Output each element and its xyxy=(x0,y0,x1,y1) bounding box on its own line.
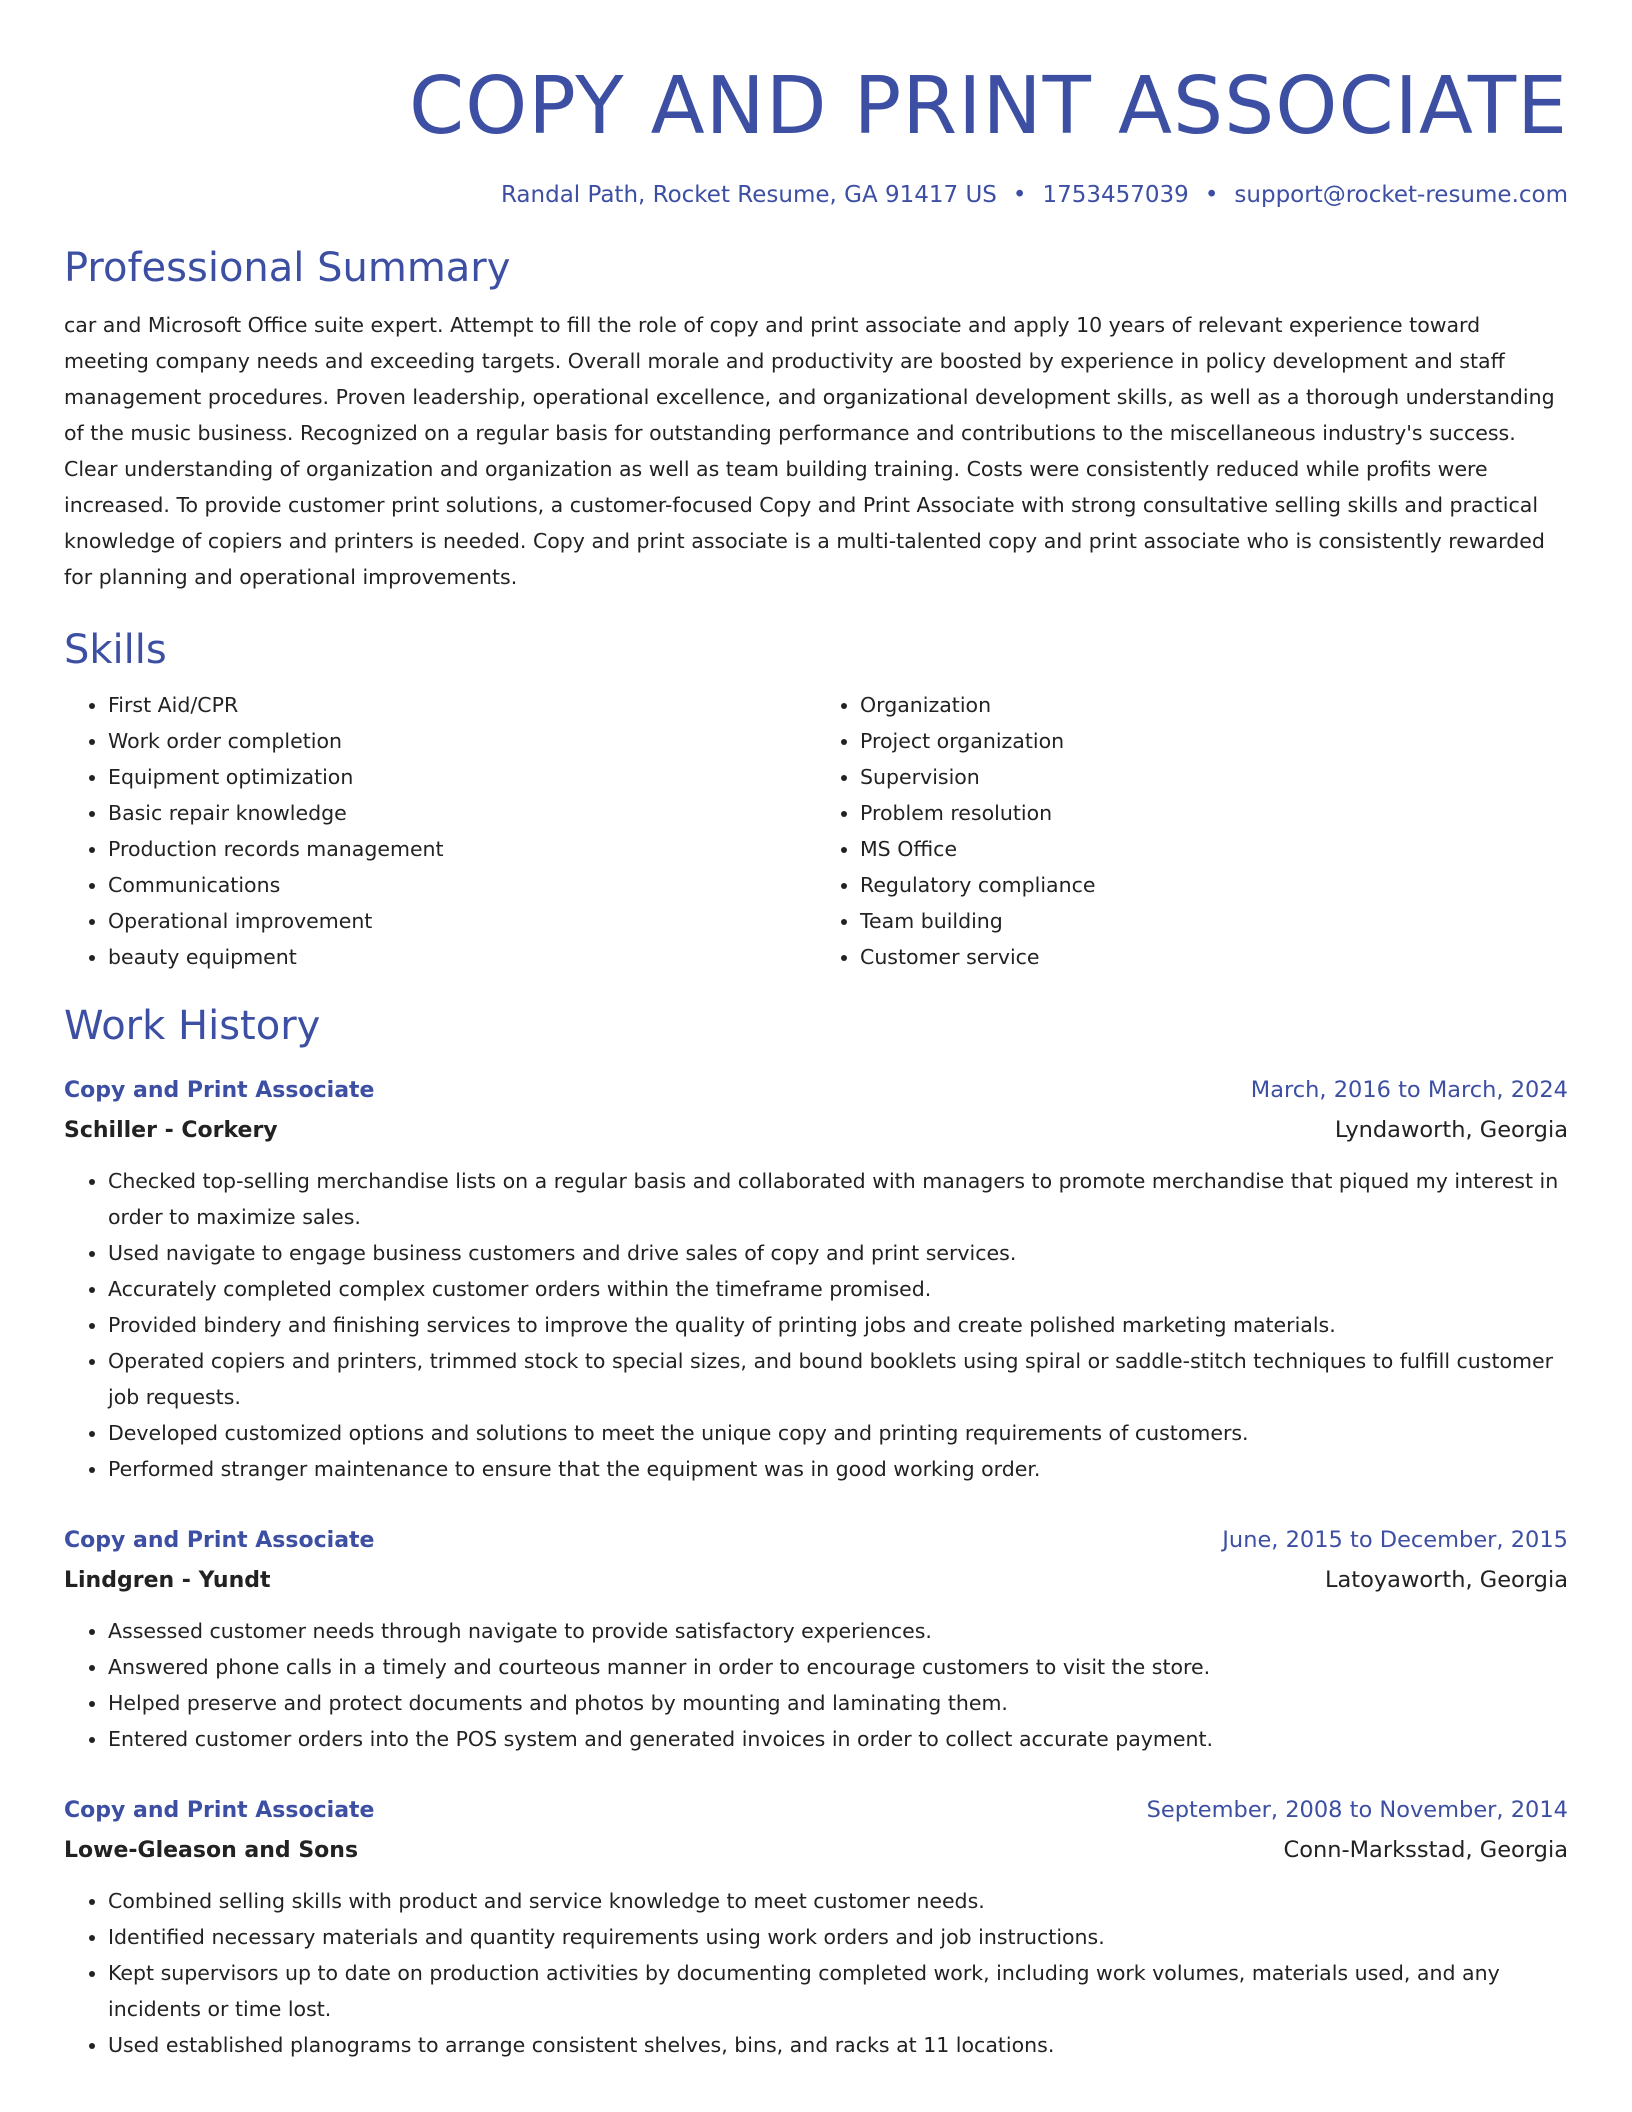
job-bullet: • Used navigate to engage business customers and drive sales of copy and print services. xyxy=(108,1235,1568,1271)
skill-item: • Team building xyxy=(860,903,1568,939)
job-bullet: • Combined selling skills with product and service knowledge to meet customer needs. xyxy=(108,1883,1568,1919)
job-title: Copy and Print Associate xyxy=(64,1078,375,1103)
job-location: Conn-Marksstad, Georgia xyxy=(1283,1837,1568,1863)
skill-item: • Project organization xyxy=(860,723,1568,759)
skills-list-left xyxy=(64,687,816,975)
job-bullet: • Checked top-selling merchandise lists on a regular basis and collaborated with managers to promote merchandise that piqued my interest in order to maximize sales. xyxy=(108,1163,1568,1235)
skills-heading: Skills xyxy=(64,627,167,673)
job-bullet: • Used established planograms to arrange consistent shelves, bins, and racks at 11 locations. xyxy=(108,2027,1568,2063)
skill-item: • Customer service xyxy=(860,939,1568,975)
job-dates: June, 2015 to December, 2015 xyxy=(1222,1527,1568,1553)
skill-item: • First Aid/CPR xyxy=(108,687,816,723)
job-entry xyxy=(64,1071,1568,1487)
work-history-heading: Work History xyxy=(64,1003,321,1049)
resume-header xyxy=(64,58,1568,211)
job-bullet: • Kept supervisors up to date on production activities by documenting completed work, including work volumes, materials used, and any incidents or time lost. xyxy=(108,1955,1568,2027)
skills-list-right xyxy=(816,687,1568,975)
skill-item: • Work order completion xyxy=(108,723,816,759)
job-dates: March, 2016 to March, 2024 xyxy=(1250,1077,1568,1103)
summary-heading: Professional Summary xyxy=(64,245,511,291)
skill-item: • MS Office xyxy=(860,831,1568,867)
job-bullet: • Answered phone calls in a timely and courteous manner in order to encourage customers to visit the store. xyxy=(108,1649,1568,1685)
skills-section xyxy=(64,625,1568,975)
job-title: Copy and Print Associate xyxy=(64,1528,375,1553)
skill-item: • Operational improvement xyxy=(108,903,816,939)
job-bullet: • Performed stranger maintenance to ensure that the equipment was in good working order. xyxy=(108,1451,1568,1487)
job-title: Copy and Print Associate xyxy=(64,1798,375,1823)
job-bullet: • Helped preserve and protect documents and photos by mounting and laminating them. xyxy=(108,1685,1568,1721)
candidate-name: COPY AND PRINT ASSOCIATE xyxy=(408,60,1568,152)
summary-text: car and Microsoft Office suite expert. Attempt to fill the role of copy and print associate and apply 10 years of relevant experience toward meeting company needs and exceeding targets. Overall morale and productivity are boosted by experience in policy development and staff management procedures. Proven leadership, operational excellence, and organizational development skills, as well as a thorough understanding of the music business. Recognized on a regular basis for outstanding performance and contributions to the miscellaneous industry's success. Clear understanding of organization and organization as well as team building training. Costs were consistently reduced while profits were increased. To provide customer print solutions, a customer-focused Copy and Print Associate with strong consultative selling skills and practical knowledge of copiers and printers is needed. Copy and print associate is a multi-talented copy and print associate who is consistently rewarded for planning and operational improvements. xyxy=(64,313,1555,589)
job-entry xyxy=(64,1791,1568,2063)
skill-item: • Organization xyxy=(860,687,1568,723)
job-dates: September, 2008 to November, 2014 xyxy=(1146,1797,1568,1823)
job-bullet: • Identified necessary materials and quantity requirements using work orders and job instructions. xyxy=(108,1919,1568,1955)
job-company-row xyxy=(64,1110,1568,1151)
work-history-section xyxy=(64,1001,1568,2063)
job-bullet: • Accurately completed complex customer orders within the timeframe promised. xyxy=(108,1271,1568,1307)
skills-columns xyxy=(64,687,1568,975)
contact-phone: 1753457039 xyxy=(1042,182,1189,208)
job-company: Lindgren - Yundt xyxy=(64,1568,271,1593)
skill-item: • Basic repair knowledge xyxy=(108,795,816,831)
contact-separator: • xyxy=(1012,182,1027,208)
skill-item: • Communications xyxy=(108,867,816,903)
job-location: Lyndaworth, Georgia xyxy=(1334,1117,1568,1143)
skill-item: • Problem resolution xyxy=(860,795,1568,831)
job-company: Schiller - Corkery xyxy=(64,1118,278,1143)
job-bullets xyxy=(64,1883,1568,2063)
skill-item: • Supervision xyxy=(860,759,1568,795)
skill-item: • Equipment optimization xyxy=(108,759,816,795)
summary-section xyxy=(64,243,1568,595)
job-company: Lowe-Gleason and Sons xyxy=(64,1838,359,1863)
job-title-row xyxy=(64,1071,1568,1110)
job-entry xyxy=(64,1521,1568,1757)
skill-item: • Regulatory compliance xyxy=(860,867,1568,903)
job-company-row xyxy=(64,1560,1568,1601)
job-bullets xyxy=(64,1163,1568,1487)
job-bullet: • Provided bindery and finishing services to improve the quality of printing jobs and create polished marketing materials. xyxy=(108,1307,1568,1343)
job-bullet: • Operated copiers and printers, trimmed stock to special sizes, and bound booklets using spiral or saddle-stitch techniques to fulfill customer job requests. xyxy=(108,1343,1568,1415)
skill-item: • Production records management xyxy=(108,831,816,867)
contact-separator: • xyxy=(1204,182,1219,208)
contact-address: Randal Path, Rocket Resume, GA 91417 US xyxy=(500,182,997,208)
contact-line xyxy=(64,179,1568,211)
job-bullet: • Assessed customer needs through navigate to provide satisfactory experiences. xyxy=(108,1613,1568,1649)
job-company-row xyxy=(64,1830,1568,1871)
skill-item: • beauty equipment xyxy=(108,939,816,975)
job-title-row xyxy=(64,1791,1568,1830)
job-bullet: • Entered customer orders into the POS system and generated invoices in order to collect accurate payment. xyxy=(108,1721,1568,1757)
contact-email: support@rocket-resume.com xyxy=(1234,182,1568,208)
job-bullet: • Developed customized options and solutions to meet the unique copy and printing requirements of customers. xyxy=(108,1415,1568,1451)
job-bullets xyxy=(64,1613,1568,1757)
job-location: Latoyaworth, Georgia xyxy=(1324,1567,1568,1593)
job-title-row xyxy=(64,1521,1568,1560)
